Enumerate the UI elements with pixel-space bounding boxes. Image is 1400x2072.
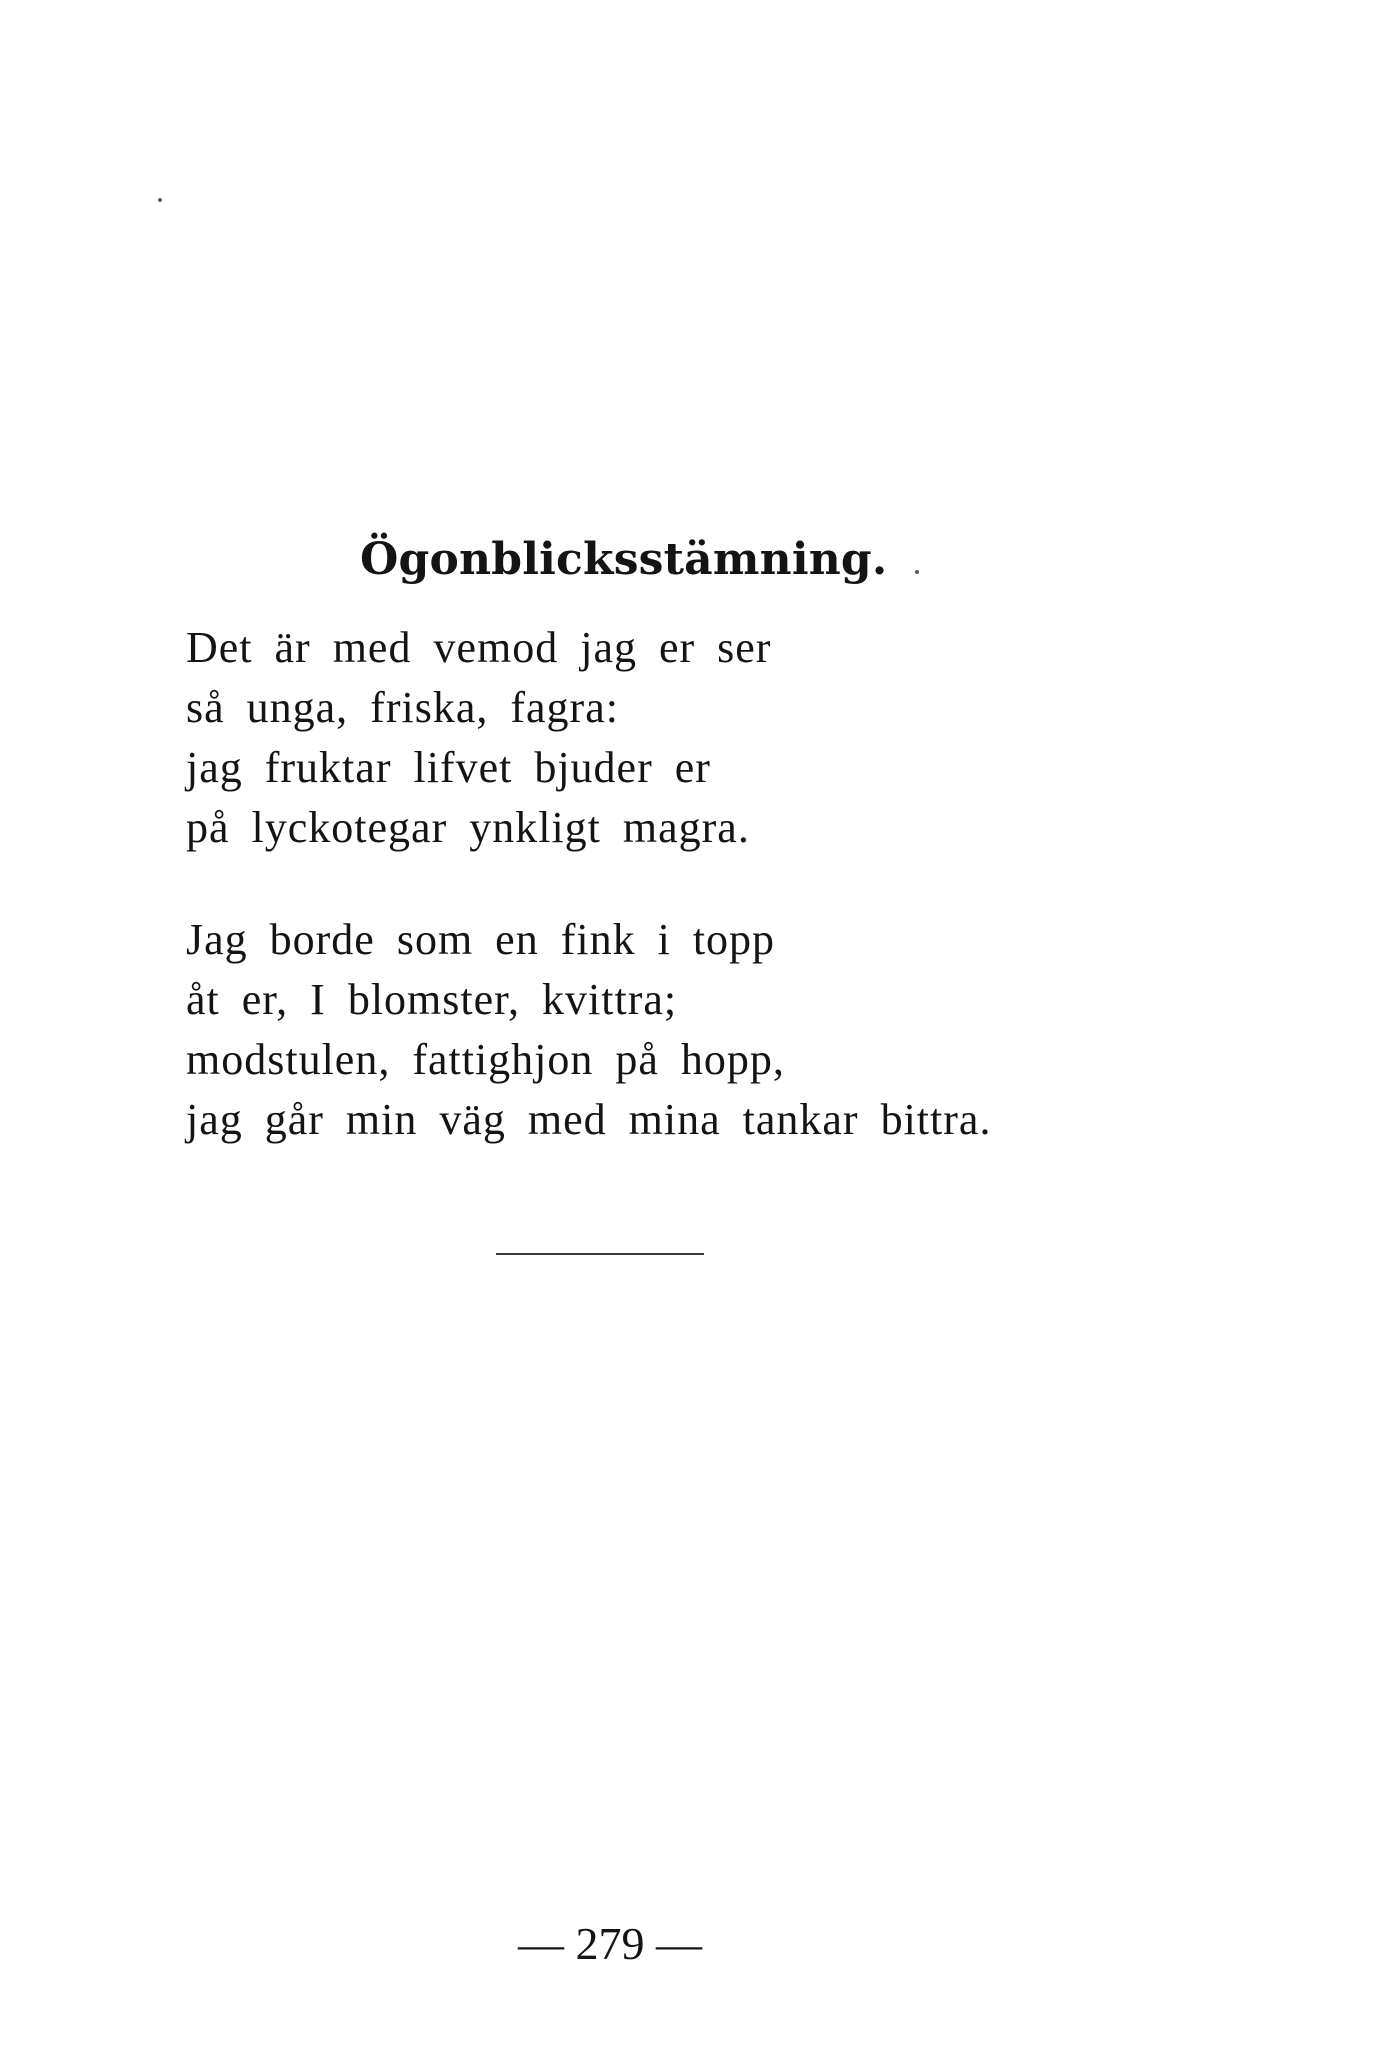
poem-title: Ögonblicksstämning.	[360, 534, 888, 586]
poem-stanza-2	[186, 910, 1286, 1150]
poem-line: åt er, I blomster, kvittra;	[186, 975, 678, 1024]
poem-line: Det är med vemod jag er ser	[186, 623, 772, 672]
poem-line: jag fruktar lifvet bjuder er	[186, 743, 711, 792]
print-speck	[915, 570, 919, 574]
poem-stanza-1	[186, 618, 1286, 858]
poem-line: på lyckotegar ynkligt magra.	[186, 803, 750, 852]
poem-line: Jag borde som en fink i topp	[186, 915, 776, 964]
poem-line: så unga, friska, fagra:	[186, 683, 619, 732]
poem-line: modstulen, fattighjon på hopp,	[186, 1035, 785, 1084]
poem-line: jag går min väg med mina tankar bittra.	[186, 1095, 992, 1144]
print-speck	[158, 198, 162, 202]
page-number: — 279 —	[518, 1918, 702, 1969]
section-divider	[496, 1253, 704, 1255]
